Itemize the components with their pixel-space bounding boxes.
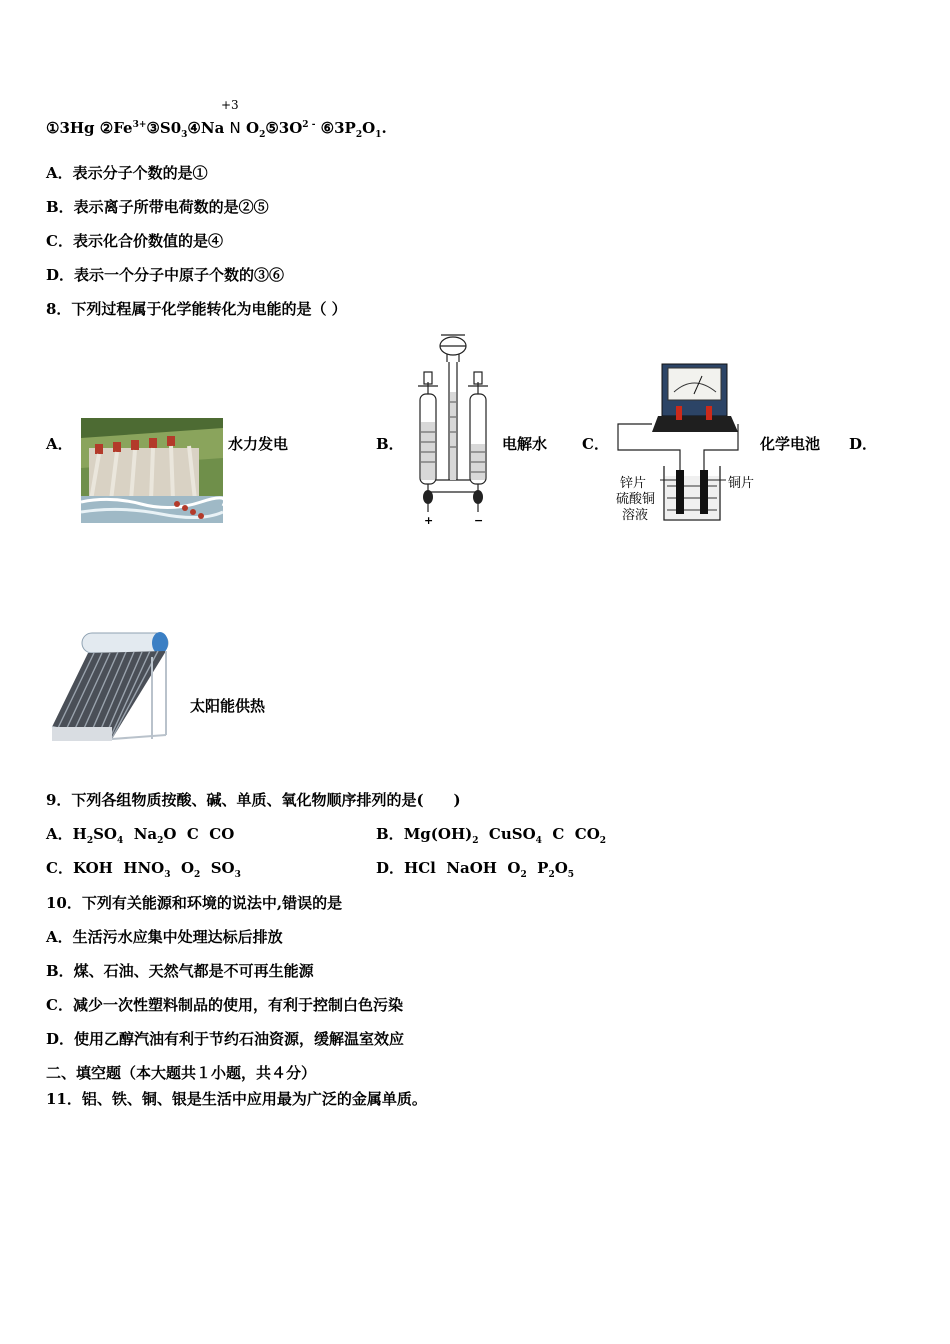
q10-option-c: C．减少一次性塑料制品的使用，有利于控制白色污染 — [46, 996, 403, 1014]
q9-option-a: A．$H_2SO_4$ $Na_2O$ C CO — [46, 825, 235, 846]
symbol-5: $⑤3O^{2 -}$ — [265, 119, 316, 137]
q9-stem: 9．下列各组物质按酸、碱、单质、氧化物顺序排列的是( ) — [46, 791, 461, 809]
q9-option-c: C．KOH $HNO_3$ $O_2$ $SO_3$ — [46, 859, 241, 880]
q7-option-d: D．表示一个分子中原子个数的③⑥ — [46, 266, 285, 284]
q9-option-b: B．$Mg(OH)_2$ CuSO$_4$ C $CO_2$ — [376, 825, 607, 846]
q8-option-d-letter: D． — [849, 435, 878, 453]
electrode-plus-label: + — [424, 514, 434, 527]
electrolysis-apparatus — [403, 332, 498, 527]
q10-option-b: B．煤、石油、天然气都是不可再生能源 — [46, 962, 314, 980]
solar-water-heater-image — [48, 627, 172, 751]
solution-label: 溶液 — [622, 508, 649, 523]
copper-plate-label: 铜片 — [728, 476, 755, 491]
q7-option-a: A．表示分子个数的是① — [46, 164, 208, 182]
q10-stem: 10．下列有关能源和环境的说法中,错误的是 — [46, 894, 343, 912]
symbol-6: $⑥3P_2O_1$. — [320, 119, 387, 140]
q8-option-b-text: 电解水 — [502, 435, 548, 453]
symbol-4: ④Na N $O_2$ — [187, 119, 266, 140]
q10-option-a: A．生活污水应集中处理达标后排放 — [46, 928, 283, 946]
q8-option-a-letter: A． — [46, 435, 73, 453]
q7-option-c: C．表示化合价数值的是④ — [46, 232, 223, 250]
q9-option-d: D．HCl NaOH $O_2$ $P_2O_5$ — [376, 859, 575, 880]
q8-option-b-letter: B． — [376, 435, 404, 453]
q11-stem: 11．铝、铁、铜、银是生活中应用最为广泛的金属单质。 — [46, 1090, 427, 1108]
copper-sulfate-label: 硫酸铜 — [616, 492, 656, 507]
q7-symbols-line — [46, 115, 387, 145]
oxidation-state-mark: +3 — [221, 98, 239, 112]
zinc-plate-label: 锌片 — [620, 476, 647, 491]
symbol-1: ①3Hg — [46, 119, 95, 137]
section-2-heading: 二、填空题（本大题共１小题，共４分） — [46, 1064, 317, 1082]
q10-option-d: D．使用乙醇汽油有利于节约石油资源，缓解温室效应 — [46, 1030, 405, 1048]
q8-option-c-text: 化学电池 — [760, 435, 821, 453]
q8-stem: 8．下列过程属于化学能转化为电能的是（ ） — [46, 300, 347, 318]
q8-option-d-text: 太阳能供热 — [190, 697, 266, 715]
symbol-3: $③S0_3$ — [146, 119, 188, 140]
electrode-minus-label: − — [474, 514, 484, 527]
q8-option-a-text: 水力发电 — [228, 435, 289, 453]
q7-option-b: B．表示离子所带电荷数的是②⑤ — [46, 198, 269, 216]
q8-option-c-letter: C． — [582, 435, 609, 453]
symbol-2: $②Fe^{3+}$ — [99, 119, 147, 137]
hydropower-image — [81, 418, 223, 523]
